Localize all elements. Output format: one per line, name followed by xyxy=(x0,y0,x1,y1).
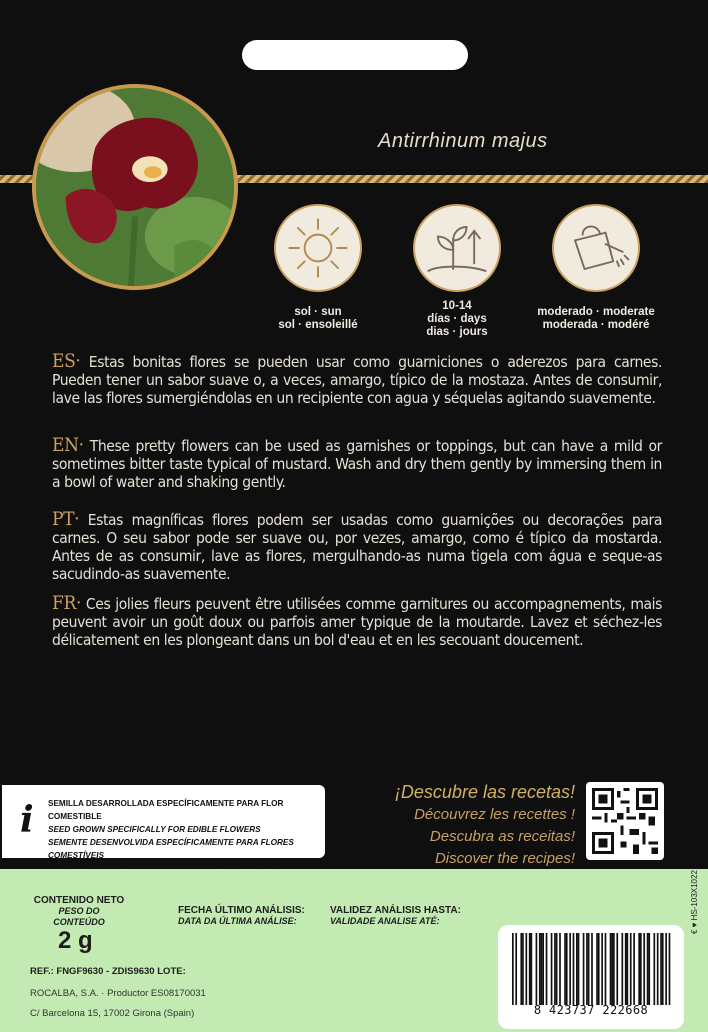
info-icon: i xyxy=(20,799,34,841)
valid-until-sub: VALIDADE ANALISE ATÉ: xyxy=(330,916,440,926)
valid-until-title: VALIDEZ ANÁLISIS HASTA: xyxy=(330,905,461,916)
edible-info-box xyxy=(2,785,325,858)
paragraph-en: EN· These pretty flowers can be used as garnishes or toppings, but can have a mild or sometimes bitter taste typical of mustard. Wash and dry them gently by immersing them in a bowl of water and shaking gently. xyxy=(52,434,663,491)
net-content-sub: PESO DO CONTEÚDO xyxy=(53,906,105,927)
sun-icon xyxy=(274,204,362,292)
lang-code: EN xyxy=(52,434,79,456)
barcode-bar xyxy=(520,933,522,1005)
watering-can-icon xyxy=(552,204,640,292)
info-line: SEMILLA DESARROLLADA ESPECÍFICAMENTE PARA FLOR COMESTIBLE xyxy=(48,799,284,821)
barcode-bar xyxy=(630,933,632,1005)
barcode-bar xyxy=(539,933,541,1005)
barcode-bar xyxy=(660,933,662,1005)
barcode-bar xyxy=(546,933,548,1005)
barcode-bar xyxy=(583,933,585,1005)
lang-code: FR xyxy=(52,592,76,614)
recipes-callout xyxy=(395,780,575,870)
barcode-bar xyxy=(578,933,580,1005)
barcode-bar xyxy=(576,933,578,1005)
barcode-bar xyxy=(669,933,671,1005)
info-line: SEMENTE DESENVOLVIDA ESPECÍFICAMENTE PARA FLORES COMESTÍVEIS xyxy=(48,838,294,860)
barcode-bar xyxy=(522,933,524,1005)
barcode-bar xyxy=(662,933,664,1005)
producer-text: ROCALBA, S.A. · Productor ES08170031 xyxy=(30,988,206,999)
barcode-bar xyxy=(665,933,667,1005)
caption-line: sol · ensoleillé xyxy=(278,319,358,331)
barcode-bar xyxy=(611,933,613,1005)
recipes-line: Discover the recipes! xyxy=(434,850,575,867)
barcode-bar xyxy=(566,933,568,1005)
barcode-bar xyxy=(536,933,538,1005)
lang-code: PT xyxy=(52,508,75,530)
paragraph-text: Estas magníficas flores podem ser usadas como guarnições ou decorações para carnes. O seu sabor pode ser suave ou, por vezes, amargo, como é típico da mostarda. Antes de as consumir, lave as flores, mergulhando-as numa tigela com água e seque-as sacudindo-as suavemente. xyxy=(52,511,662,583)
sprout-icon xyxy=(413,204,501,292)
barcode-bar xyxy=(531,933,533,1005)
label-footer xyxy=(0,869,708,1032)
barcode-bar xyxy=(556,933,558,1005)
reference xyxy=(30,966,186,977)
net-content-label xyxy=(32,895,126,928)
barcode-bar xyxy=(596,933,598,1005)
barcode-bar xyxy=(564,933,566,1005)
barcode-bar xyxy=(647,933,649,1005)
watering-caption xyxy=(516,306,676,332)
barcode-bar xyxy=(621,933,623,1005)
barcode-bar xyxy=(610,933,612,1005)
caption-line: dias · jours xyxy=(426,326,488,338)
barcode-bar xyxy=(653,933,655,1005)
paragraph-text: These pretty flowers can be used as garnishes or toppings, but can have a mild or sometimes bitter taste typical of mustard. Wash and dry them gently by immersing them in a bowl of water and shaking gently. xyxy=(52,437,663,491)
barcode-bar xyxy=(512,933,514,1005)
barcode-number: 8 423737 222668 xyxy=(533,1003,649,1017)
analysis-date-label xyxy=(178,905,305,927)
barcode-bar xyxy=(586,933,588,1005)
paragraph-pt: PT· Estas magníficas flores podem ser usadas como guarnições ou decorações para carnes. O seu sabor pode ser suave ou, por vezes, amargo, como é típico da mostarda. Antes de as consumir, lave as flores, mergulhando-as numa tigela com água e seque-as sacudindo-as suavemente. xyxy=(52,508,662,583)
barcode-bar xyxy=(598,933,600,1005)
barcode-bar xyxy=(625,933,627,1005)
barcode-bar xyxy=(643,933,645,1005)
barcode-bar xyxy=(569,933,571,1005)
barcode-bar xyxy=(559,933,561,1005)
barcode xyxy=(498,925,684,1029)
paragraph-es: ES· Estas bonitas flores se pueden usar como guarniciones o aderezos para carnes. Pueden tener un sabor suave o, a veces, amargo, típico de la mostaza. Antes de consumir, lave las flores sumergiéndolas en un recipiente con agua y séquelas agitando suavemente. xyxy=(52,350,662,407)
barcode-bar xyxy=(525,933,527,1005)
qr-code-icon[interactable] xyxy=(586,782,664,860)
flower-photo xyxy=(32,84,238,290)
caption-line: moderada · modéré xyxy=(542,319,650,331)
barcode-bar xyxy=(605,933,607,1005)
lot-label: LOTE: xyxy=(157,966,186,977)
paragraph-text: Estas bonitas flores se pueden usar como guarniciones o aderezos para carnes. Pueden tener un sabor suave o, a veces, amargo, típico de la mostaza. Antes de consumir, lave las flores sumergiéndolas en un recipiente con agua y séquelas agitando suavemente. xyxy=(52,353,662,407)
barcode-bar xyxy=(529,933,531,1005)
info-line: SEED GROWN SPECIFICALLY FOR EDIBLE FLOWERS xyxy=(48,825,261,834)
barcode-bar xyxy=(551,933,553,1005)
valid-until-label xyxy=(330,905,461,927)
barcode-bar xyxy=(633,933,635,1005)
barcode-bar xyxy=(554,933,556,1005)
net-weight: 2 g xyxy=(58,927,93,954)
paragraph-fr: FR· Ces jolies fleurs peuvent être utilisées comme garnitures ou accompagnements, mais peuvent avoir un goût doux ou parfois amer typique de la moutarde. Lavez et séchez-les délicatement en les plongeant dans un bol d'eau et en les secouant doucement. xyxy=(52,592,662,649)
sprout-caption xyxy=(377,300,537,339)
recipes-line: Descubra as receitas! xyxy=(429,828,575,845)
barcode-bar xyxy=(542,933,544,1005)
caption-line: 10-14 xyxy=(442,300,472,312)
barcode-bar xyxy=(627,933,629,1005)
barcode-bar xyxy=(648,933,650,1005)
barcode-bar xyxy=(657,933,659,1005)
analysis-date-sub: DATA DA ÚLTIMA ANÁLISE: xyxy=(178,916,297,926)
species-name: Antirrhinum majus xyxy=(378,130,548,152)
caption-line: moderado · moderate xyxy=(537,306,655,318)
barcode-bar xyxy=(640,933,642,1005)
barcode-bar xyxy=(591,933,593,1005)
paragraph-text: Ces jolies fleurs peuvent être utilisées comme garnitures ou accompagnements, mais peuvent avoir un goût doux ou parfois amer typique de la moutarde. Lavez et séchez-les délicatement en les plongeant dans un bol d'eau et en les secouant doucement. xyxy=(52,595,662,649)
barcode-bar xyxy=(588,933,590,1005)
caption-line: días · days xyxy=(427,313,487,325)
barcode-bar xyxy=(601,933,603,1005)
reference-code: REF.: FNGF9630 - ZDIS9630 xyxy=(30,966,155,977)
barcode-bar xyxy=(616,933,618,1005)
address-text: C/ Barcelona 15, 17002 Girona (Spain) xyxy=(30,1008,195,1019)
barcode-bar xyxy=(613,933,615,1005)
barcode-bars xyxy=(512,933,672,1005)
lang-code: ES xyxy=(52,350,76,372)
net-content-title: CONTENIDO NETO xyxy=(33,895,125,906)
vertical-code: € ♥ HS-103X1022 xyxy=(690,870,699,934)
recipes-line: Découvrez les recettes ! xyxy=(414,806,575,823)
caption-line: sol · sun xyxy=(294,306,342,318)
barcode-bar xyxy=(573,933,575,1005)
sun-caption xyxy=(238,306,398,332)
barcode-bar xyxy=(541,933,543,1005)
barcode-bar xyxy=(638,933,640,1005)
analysis-date-title: FECHA ÚLTIMO ANÁLISIS: xyxy=(178,905,305,916)
recipes-line: ¡Descubre las recetas! xyxy=(394,782,575,802)
barcode-bar xyxy=(515,933,517,1005)
hang-hole xyxy=(242,40,468,70)
